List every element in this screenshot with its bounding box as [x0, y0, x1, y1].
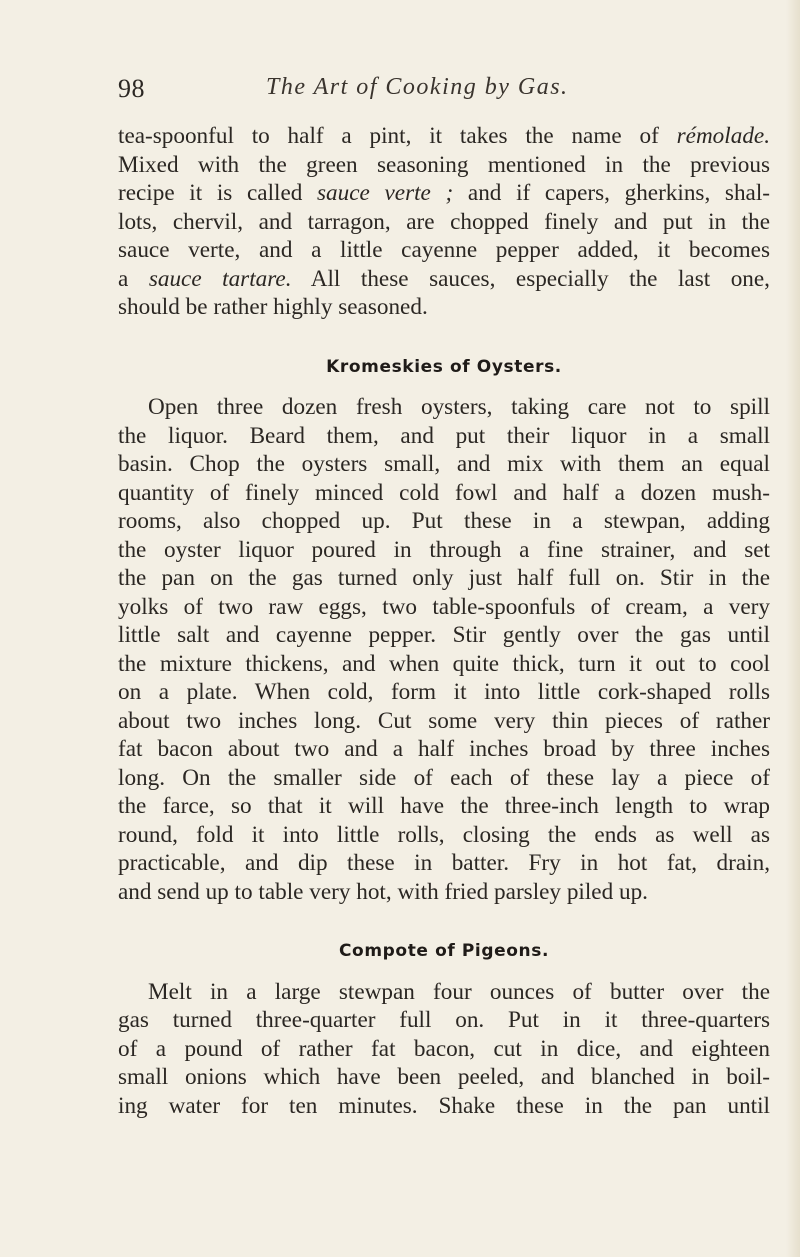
text-line: the farce, so that it will have the three-inch length to wrap	[118, 793, 770, 819]
text-line: Open three dozen fresh oysters, taking care not to spill	[148, 394, 770, 420]
italic-term: sauce tartare.	[148, 265, 292, 292]
text-line: the oyster liquor poured in through a fine strainer, and set	[118, 536, 770, 563]
section-heading-compote: Compote of Pigeons.	[338, 941, 550, 961]
page-edge	[786, 0, 800, 1257]
text-line: a sauce tartare. All these sauces, especially the last one,	[118, 265, 770, 292]
text-line: basin. Chop the oysters small, and mix with them an equal	[118, 451, 770, 477]
book-title: The Art of Cooking by Gas.	[266, 74, 569, 100]
paragraph-kromeskies	[118, 393, 770, 906]
text-line: sauce verte, and a little cayenne pepper added, it becomes	[118, 237, 770, 263]
text-line: small onions which have been peeled, and blanched in boil-	[118, 1064, 770, 1090]
italic-term: sauce verte ;	[317, 180, 454, 206]
text-line: the mixture thickens, and when quite thick, turn it out to cool	[118, 650, 770, 677]
paragraph-compote	[118, 978, 770, 1121]
text-line: long. On the smaller side of each of these lay a piece of	[118, 764, 770, 791]
text-line: Mixed with the green seasoning mentioned in the previous	[118, 151, 770, 178]
text-line: little salt and cayenne pepper. Stir gently over the gas until	[118, 622, 770, 648]
text-line: on a plate. When cold, form it into little cork-shaped rolls	[118, 679, 770, 705]
text-line: Melt in a large stewpan four ounces of butter over the	[148, 978, 770, 1005]
text-line: recipe it is called sauce verte ; and if capers, gherkins, shal-	[118, 180, 770, 206]
text-line: the liquor. Beard them, and put their liquor in a small	[118, 422, 770, 449]
text-line: practicable, and dip these in batter. Fry in hot fat, drain,	[118, 850, 770, 876]
text-line: ing water for ten minutes. Shake these in the pan until	[118, 1092, 770, 1119]
text-line: the pan on the gas turned only just half full on. Stir in the	[118, 565, 770, 591]
text-line: gas turned three-quarter full on. Put in it three-quarters	[118, 1007, 770, 1033]
text-line: rooms, also chopped up. Put these in a stewpan, adding	[118, 508, 770, 534]
text-line: yolks of two raw eggs, two table-spoonfuls of cream, a very	[118, 593, 770, 620]
italic-term: rémolade.	[676, 123, 770, 149]
page-body	[118, 122, 770, 1120]
text-line: should be rather highly seasoned.	[118, 294, 428, 320]
text-line: quantity of finely minced cold fowl and half a dozen mush-	[118, 479, 770, 506]
paragraph-continued	[118, 122, 770, 322]
text-line: round, fold it into little rolls, closing the ends as well as	[118, 821, 770, 848]
text-line: tea-spoonful to half a pint, it takes the name of rémolade.	[118, 123, 770, 149]
text-line: about two inches long. Cut some very thin pieces of rather	[118, 707, 770, 734]
text-line: and send up to table very hot, with fried parsley piled up.	[118, 878, 648, 905]
page-number: 98	[118, 74, 145, 103]
running-head	[118, 74, 758, 108]
text-line: fat bacon about two and a half inches broad by three inches	[118, 736, 770, 762]
text-line: lots, chervil, and tarragon, are chopped finely and put in the	[118, 208, 770, 235]
section-heading-kromeskies: Kromeskies of Oysters.	[326, 356, 562, 377]
text-line: of a pound of rather fat bacon, cut in dice, and eighteen	[118, 1035, 770, 1062]
